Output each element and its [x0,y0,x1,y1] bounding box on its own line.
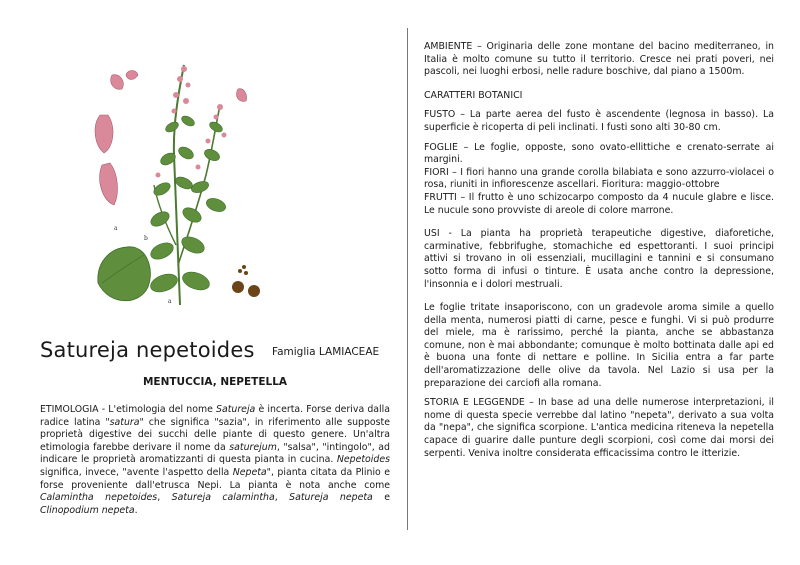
text-run: L'etimologia del nome [105,404,217,415]
fusto-paragraph: FUSTO – La parte aerea del fusto è ascendente (legnosa in basso). La superficie è ricoperta di peli inclinati. I fusti sono alti 30-80 cm. [424,109,774,133]
italic-run: "satura" [105,416,144,428]
text-run: e [372,492,390,504]
frutti-paragraph: FRUTTI – Il frutto è uno schizocarpo composto da 4 nucule glabre e lisce. Le nucule sono provviste di areole di colore marrone. [424,191,774,216]
italic-run: saturejum [229,441,277,453]
storia-paragraph: STORIA E LEGGENDE – In base ad una delle numerose interpretazioni, il nome di questa specie verrebbe dal latino "nepeta", derivato a sua volta da "nepa", che significa scorpione. L'antica medicina riteneva la nepetella capace di guarire dalle punture degli scorpioni, così come dai morsi dei serpenti. Veniva inoltre considerata efficacissima contro le itterizie. [424,397,774,459]
label-a: a [114,225,118,232]
cucina-paragraph: Le foglie tritate insaporiscono, con un gradevole aroma simile a quello della menta, numerosi piatti di carne, pesce e funghi. Vi si può produrre del miele, ma è rarissimo, perché la pianta, anche se abbastanza comune, non è mai abbondante; comunque è molto bottinata dalle api ed è buona una fonte di nettare e polline. In Sicilia entra a far parte dell'aromatizzazione delle olive da tavola. Nel Lazio si usa per la preparazione dei carciofi alla romana. [424,302,774,389]
right-column [424,41,774,460]
italic-run: Satureja calamintha [171,492,275,504]
common-names: MENTUCCIA, NEPETELLA [142,376,288,388]
italic-run: Nepeta [232,466,267,478]
text-run: , [157,492,172,504]
italic-run: Satureja [216,404,256,415]
seeds [232,265,260,297]
italic-run: Satureja nepeta [289,492,373,504]
big-leaf [98,247,150,301]
italic-run: Clinopodium nepeta [40,504,135,516]
etymology-heading: ETIMOLOGIA - [40,404,106,415]
leaf-pairs [148,114,227,295]
flower-detail [95,71,246,206]
italic-run: Calamintha nepetoides [40,492,158,504]
text-run: ", pianta citata da Plinio e forse proveniente dall'etrusca Nepi. La pianta è nota anche come [40,466,390,491]
ambiente-paragraph: AMBIENTE – Originaria delle zone montane del bacino mediterraneo, in Italia è molto comune su tutto il territorio. Cresce nei prati poveri, nei pascoli, nei luoghi erbosi, nelle radure boschive, dal piano a 1500m. [424,41,774,78]
fiori-paragraph: FIORI – I fiori hanno una grande corolla bilabiata e sono azzurro-violacei o rosa, riuniti in infiorescenze ascellari. Fioritura: maggio-ottobre [424,166,774,191]
botanical-illustration-icon [88,55,263,310]
etymology-paragraph [40,404,390,517]
label-b: b [144,235,148,242]
text-run: . [134,504,138,516]
text-run: significa, invece, "avente l'aspetto della [40,466,233,478]
label-a-bottom: a [168,298,172,305]
family-label: Famiglia LAMIACEAE [272,346,380,358]
text-run: è incerta. Forse deriva dalla radice latina [40,404,390,428]
species-title: Satureja nepetoides [40,338,255,362]
text-run: , [274,492,290,504]
text-run: , "salsa", "intingolo", ad indicare le proprietà aromatizzanti di questa pianta in cucina. [40,441,390,466]
usi-paragraph: USI - La pianta ha proprietà terapeutiche digestive, diaforetiche, carminative, febbrifughe, stomachiche ed espettoranti. I suoi principi attivi si trovano in oli essenziali, mucillagini e tannini e si consumano sotto forma di infusi o tinture. È usata anche contro la depressione, l'insonnia e i dolori mestruali. [424,228,774,290]
foglie-paragraph: FOGLIE – Le foglie, opposte, sono ovato-ellittiche e crenato-serrate ai margini. [424,141,774,166]
column-divider [407,28,408,530]
caratteri-botanici-heading: CARATTERI BOTANICI [424,89,523,101]
italic-run: Nepetoides [336,454,390,466]
text-run: che significa "sazia", in riferimento alle supposte proprietà digestive dei succhi delle piante di questo genere. Un'altra etimologia farebbe derivare il nome da [40,416,390,453]
